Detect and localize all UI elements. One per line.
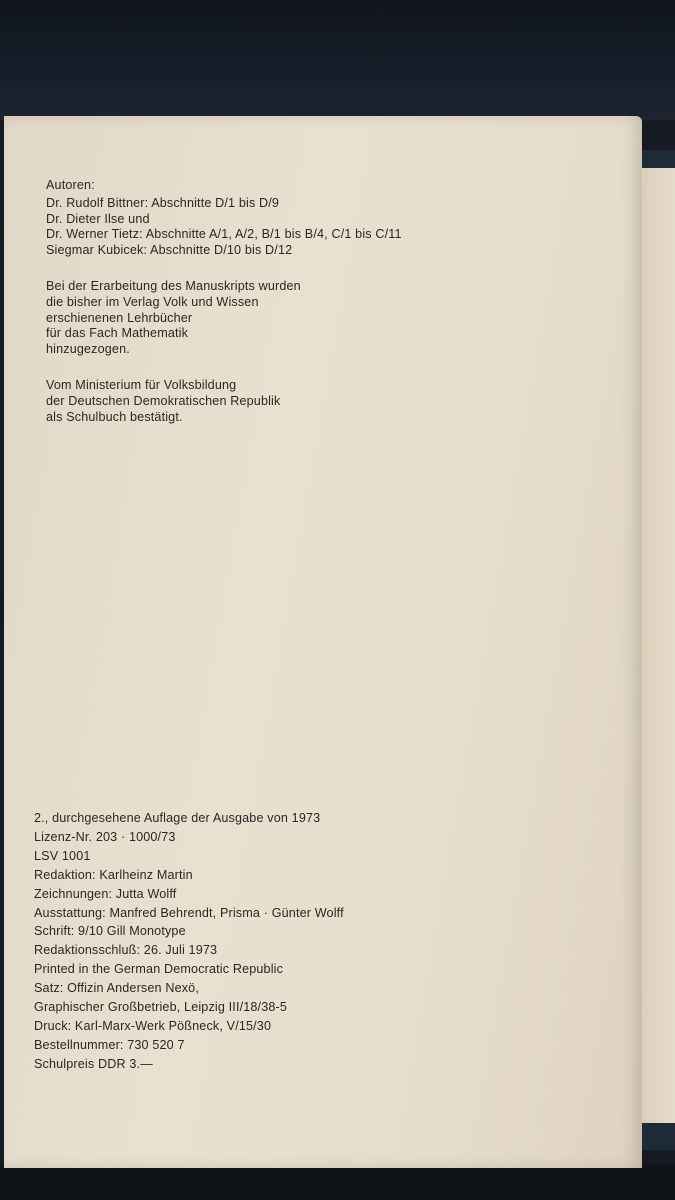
author-line: Siegmar Kubicek: Abschnitte D/10 bis D/12 [46,243,293,258]
deadline-line: Redaktionsschluß: 26. Juli 1973 [34,943,218,958]
manuscript-line: für das Fach Mathematik [46,326,189,341]
edition-line: 2., durchgesehene Auflage der Ausgabe von 1973 [34,811,321,825]
ministry-line: Vom Ministerium für Volksbildung [46,378,237,392]
ministry-line: als Schulbuch bestätigt. [46,409,183,424]
license-line: Lizenz-Nr. 203 · 1000/73 [34,829,176,844]
author-line: Dr. Werner Tietz: Abschnitte A/1, A/2, B/1 bis B/4, C/1 bis C/11 [46,227,402,242]
typesetting-line: Satz: Offizin Andersen Nexö, [34,981,199,996]
design-line: Ausstattung: Manfred Behrendt, Prisma · Günter Wolff [34,905,344,920]
price-line: Schulpreis DDR 3.— [34,1056,153,1071]
author-line: Dr. Rudolf Bittner: Abschnitte D/1 bis D/9 [46,195,280,210]
print-line: Druck: Karl-Marx-Werk Pößneck, V/15/30 [34,1018,272,1033]
background-bottom [0,1165,675,1200]
manuscript-note [46,279,301,358]
drawings-line: Zeichnungen: Jutta Wolff [34,886,177,901]
manuscript-line: hinzugezogen. [46,342,130,357]
printed-in-line: Printed in the German Democratic Republic [34,962,284,977]
manuscript-line: erschienenen Lehrbücher [46,310,193,325]
lsv-line: LSV 1001 [34,848,91,863]
authors-block [46,178,402,259]
editor-line: Redaktion: Karlheinz Martin [34,867,193,882]
ministry-note [46,378,280,425]
ministry-line: der Deutschen Demokratischen Republik [46,393,281,408]
background-top [0,0,675,120]
author-line: Dr. Dieter Ilse und [46,211,150,226]
authors-heading: Autoren: [46,178,95,192]
typeface-line: Schrift: 9/10 Gill Monotype [34,924,186,939]
order-number-line: Bestellnummer: 730 520 7 [34,1037,185,1052]
imprint-block [34,809,344,1074]
printer-line: Graphischer Großbetrieb, Leipzig III/18/38-5 [34,1000,288,1015]
manuscript-line: die bisher im Verlag Volk und Wissen [46,294,259,309]
adjacent-page-edge [638,168,675,1123]
manuscript-line: Bei der Erarbeitung des Manuskripts wurden [46,279,301,293]
